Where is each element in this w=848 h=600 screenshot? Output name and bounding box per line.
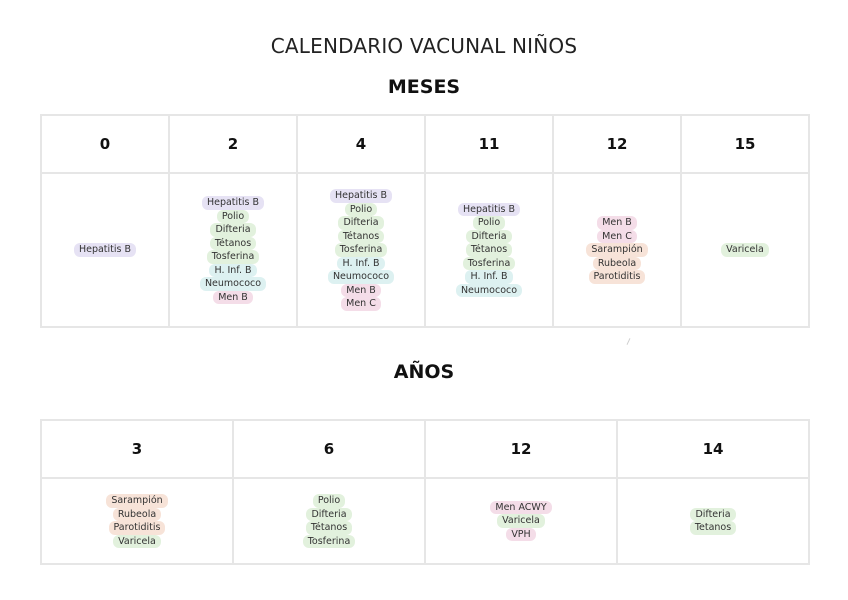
vaccine-list [42,243,168,257]
months-header-4: 4 [297,115,425,173]
years-table [40,419,810,565]
months-vaccine-row [41,173,809,327]
vaccine-rubeola: Rubeola [113,508,161,522]
months-cell-12 [553,173,681,327]
months-cell-2 [169,173,297,327]
vaccine-men-c: Men C [341,297,381,311]
years-header-14: 14 [617,420,809,478]
years-vaccine-row [41,478,809,564]
stray-mark [627,338,631,345]
vaccine-difteria: Difteria [466,230,511,244]
years-cell-3 [41,478,233,564]
vaccine-sarampion: Sarampión [586,243,647,257]
vaccine-tetanos: Tétanos [210,237,256,251]
vaccine-tetanos: Tétanos [338,230,384,244]
vaccine-varicela: Varicela [113,535,161,549]
months-header-11: 11 [425,115,553,173]
months-header-0: 0 [41,115,169,173]
years-header-3: 3 [41,420,233,478]
months-cell-11 [425,173,553,327]
vaccine-tosferina: Tosferina [207,250,260,264]
vaccine-tosferina: Tosferina [303,535,356,549]
vaccine-parotiditis: Parotiditis [109,521,166,535]
vaccine-polio: Polio [345,203,377,217]
page-title: CALENDARIO VACUNAL NIÑOS [270,34,578,58]
vaccine-varicela: Varicela [497,514,545,528]
vaccine-men-b: Men B [213,291,253,305]
years-header-12: 12 [425,420,617,478]
months-cell-0 [41,173,169,327]
vaccine-neumococo: Neumococo [328,270,394,284]
vaccine-hepatitis-b: Hepatitis B [330,189,392,203]
vaccine-neumococo: Neumococo [456,284,522,298]
vaccine-men-b: Men B [341,284,381,298]
vaccine-difteria: Difteria [690,508,735,522]
vaccine-list [426,501,616,542]
vaccine-list [682,243,808,257]
vaccine-list [234,494,424,548]
years-cell-12 [425,478,617,564]
vaccine-polio: Polio [217,210,249,224]
vaccine-men-c: Men C [597,230,637,244]
vaccine-list [170,196,296,304]
vaccine-polio: Polio [313,494,345,508]
vaccine-list [426,203,552,298]
years-header-row [41,420,809,478]
months-header-row [41,115,809,173]
vaccine-polio: Polio [473,216,505,230]
vaccine-list [554,216,680,284]
vaccine-tetanos: Tétanos [306,521,352,535]
vaccine-difteria: Difteria [338,216,383,230]
years-cell-6 [233,478,425,564]
months-header-2: 2 [169,115,297,173]
vaccine-h-inf-b: H. Inf. B [465,270,512,284]
vaccine-list [298,189,424,311]
months-header-12: 12 [553,115,681,173]
years-header-6: 6 [233,420,425,478]
vaccine-list [42,494,232,548]
vaccine-vph: VPH [506,528,535,542]
vaccine-h-inf-b: H. Inf. B [209,264,256,278]
vaccine-neumococo: Neumococo [200,277,266,291]
vaccine-hepatitis-b: Hepatitis B [202,196,264,210]
vaccine-tetanos: Tetanos [690,521,736,535]
months-table [40,114,810,328]
vaccine-men-b: Men B [597,216,637,230]
months-cell-4 [297,173,425,327]
vaccine-hepatitis-b: Hepatitis B [458,203,520,217]
vaccine-difteria: Difteria [306,508,351,522]
vaccine-sarampion: Sarampión [106,494,167,508]
vaccine-men-acwy: Men ACWY [490,501,551,515]
vaccine-difteria: Difteria [210,223,255,237]
vaccine-tosferina: Tosferina [335,243,388,257]
vaccine-hepatitis-b: Hepatitis B [74,243,136,257]
vaccine-parotiditis: Parotiditis [589,270,646,284]
vaccine-varicela: Varicela [721,243,769,257]
years-cell-14 [617,478,809,564]
vaccine-h-inf-b: H. Inf. B [337,257,384,271]
years-heading: AÑOS [393,361,455,383]
vaccine-tosferina: Tosferina [463,257,516,271]
vaccine-rubeola: Rubeola [593,257,641,271]
months-header-15: 15 [681,115,809,173]
months-heading: MESES [387,76,461,98]
vaccine-list [618,508,808,535]
vaccine-tetanos: Tétanos [466,243,512,257]
months-cell-15 [681,173,809,327]
